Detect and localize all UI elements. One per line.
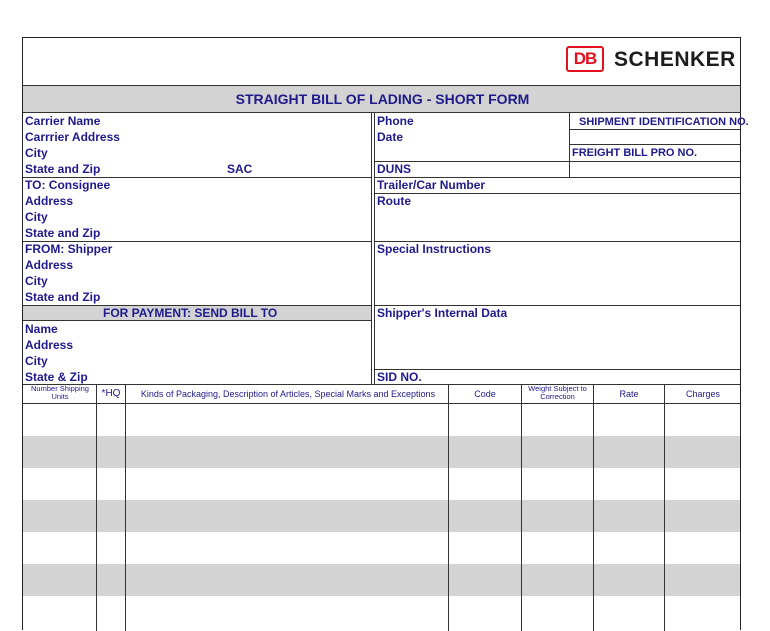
table-row bbox=[23, 564, 740, 596]
divider bbox=[371, 112, 372, 384]
table-row bbox=[23, 500, 740, 532]
payment-name-label: Name bbox=[25, 322, 58, 336]
phone-label: Phone bbox=[377, 114, 414, 128]
col-charges: Charges bbox=[685, 389, 721, 399]
divider bbox=[23, 384, 740, 385]
consignee-address-label: Address bbox=[25, 194, 74, 208]
shipper-state-zip-label: State and Zip bbox=[25, 290, 101, 304]
divider bbox=[569, 144, 740, 145]
trailer-label: Trailer/Car Number bbox=[377, 178, 486, 192]
divider bbox=[664, 384, 665, 631]
shipper-label: FROM: Shipper bbox=[25, 242, 113, 256]
payment-header: FOR PAYMENT: SEND BILL TO bbox=[103, 306, 278, 320]
internal-data-label: Shipper's Internal Data bbox=[377, 306, 508, 320]
payment-address-label: Address bbox=[25, 338, 74, 352]
sid-label: SID NO. bbox=[377, 370, 422, 384]
divider bbox=[374, 369, 740, 370]
divider bbox=[569, 129, 740, 130]
divider bbox=[593, 384, 594, 631]
consignee-label: TO: Consignee bbox=[25, 178, 111, 192]
date-label: Date bbox=[377, 130, 404, 144]
carrier-state-zip-label: State and Zip bbox=[25, 162, 101, 176]
col-description: Kinds of Packaging, Description of Articles, Special Marks and Exceptions bbox=[140, 389, 436, 399]
duns-label: DUNS bbox=[377, 162, 412, 176]
divider bbox=[569, 112, 570, 178]
divider bbox=[374, 112, 375, 384]
divider bbox=[448, 384, 449, 631]
sac-label: SAC bbox=[227, 162, 253, 176]
divider bbox=[374, 161, 740, 162]
divider bbox=[23, 112, 740, 113]
consignee-city-label: City bbox=[25, 210, 48, 224]
freight-bill-label: FREIGHT BILL PRO NO. bbox=[572, 147, 698, 159]
schenker-logo-text: SCHENKER bbox=[614, 48, 736, 71]
divider bbox=[374, 193, 740, 194]
carrier-address-label: Carrrier Address bbox=[25, 130, 120, 144]
divider bbox=[96, 384, 97, 631]
carrier-city-label: City bbox=[25, 146, 48, 160]
payment-city-label: City bbox=[25, 354, 48, 368]
divider bbox=[23, 403, 740, 404]
special-instructions-label: Special Instructions bbox=[377, 242, 492, 256]
divider bbox=[521, 384, 522, 631]
route-label: Route bbox=[377, 194, 411, 208]
col-rate: Rate bbox=[619, 389, 639, 399]
divider bbox=[125, 384, 126, 631]
payment-state-zip-label: State & Zip bbox=[25, 370, 88, 384]
form-title: STRAIGHT BILL OF LADING - SHORT FORM bbox=[235, 91, 530, 107]
consignee-state-zip-label: State and Zip bbox=[25, 226, 101, 240]
table-row bbox=[23, 436, 740, 468]
shipper-city-label: City bbox=[25, 274, 48, 288]
shipper-address-label: Address bbox=[25, 258, 74, 272]
col-code: Code bbox=[474, 389, 496, 399]
carrier-name-label: Carrier Name bbox=[25, 114, 101, 128]
db-logo-icon: DB bbox=[566, 46, 604, 72]
divider bbox=[23, 320, 371, 321]
bill-of-lading-form bbox=[22, 37, 749, 630]
shipment-id-label: SHIPMENT IDENTIFICATION NO. bbox=[579, 116, 749, 128]
col-weight: Weight Subject to Correction bbox=[528, 384, 587, 401]
col-hq: *HQ bbox=[101, 388, 121, 399]
col-shipping-units: Number Shipping Units bbox=[31, 384, 89, 401]
